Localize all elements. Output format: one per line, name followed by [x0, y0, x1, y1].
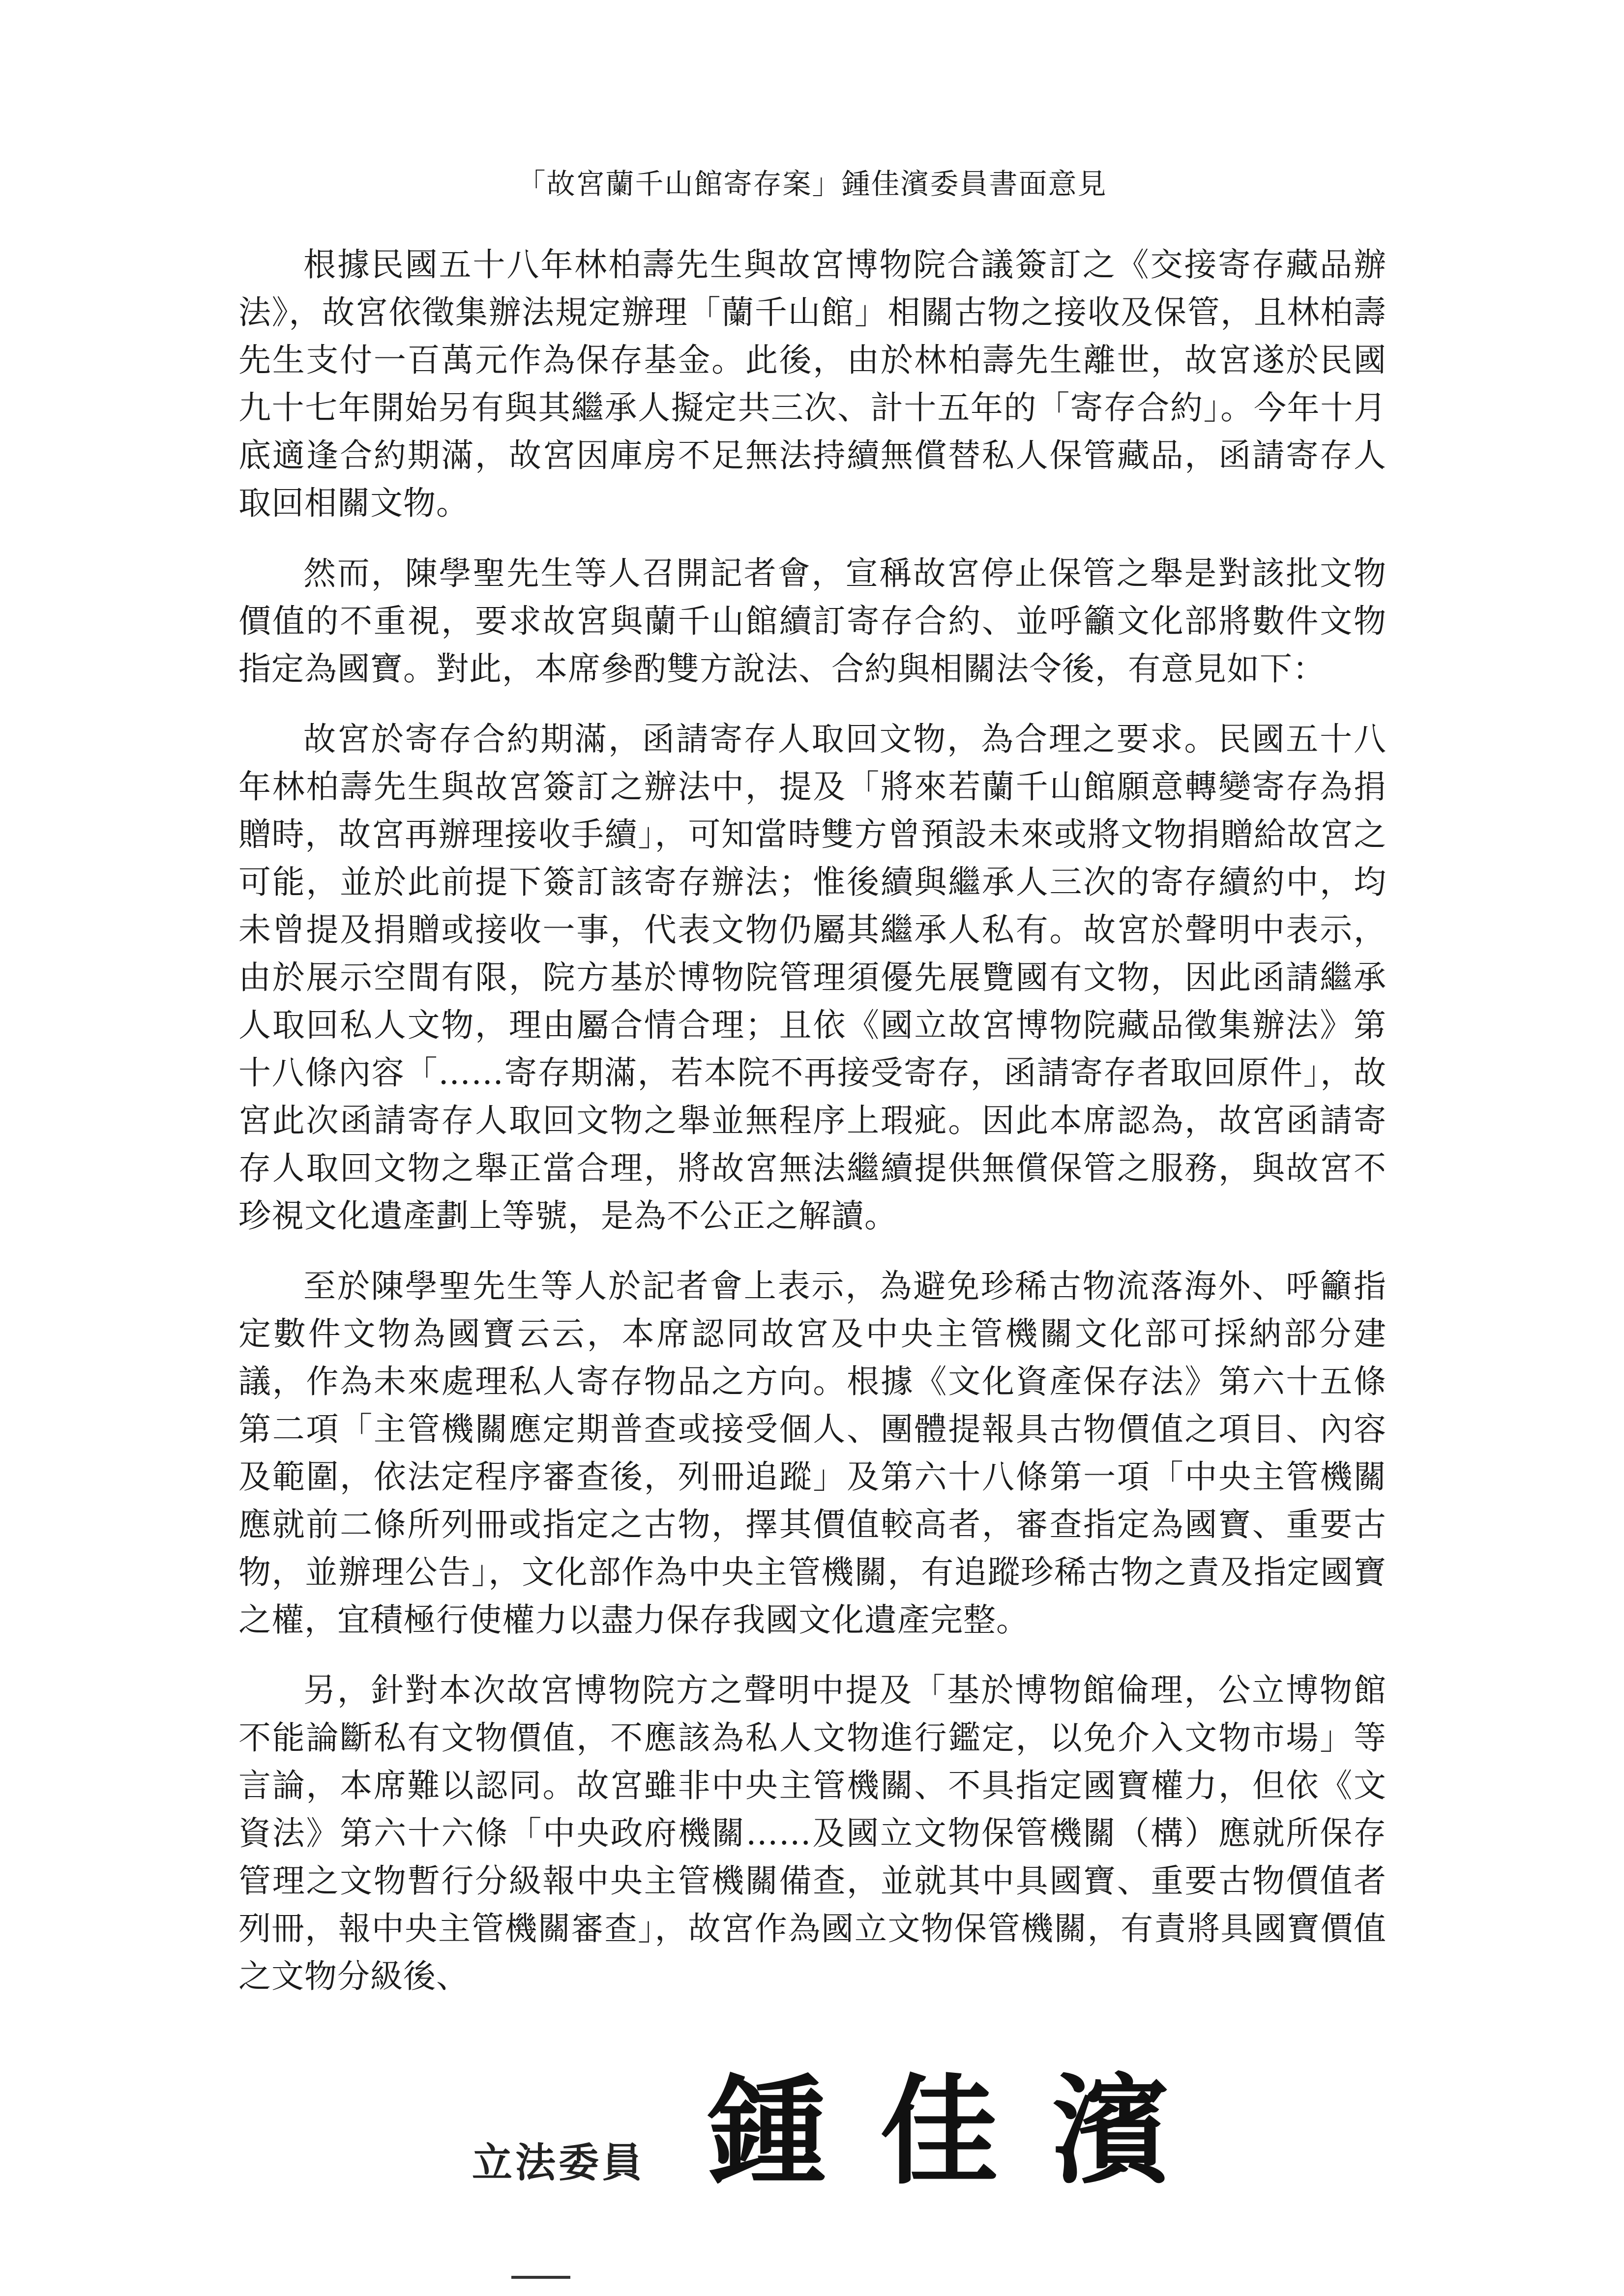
- paragraph-2: 然而，陳學聖先生等人召開記者會，宣稱故宮停止保管之舉是對該批文物價值的不重視，要求故宮與蘭千山館續訂寄存合約、並呼籲文化部將數件文物指定為國寶。對此，本席參酌雙方說法、合約與相關法令後，有意見如下：: [238, 554, 1387, 688]
- paragraph-1: 根據民國五十八年林柏壽先生與故宮博物院合議簽訂之《交接寄存藏品辦法》，故宮依徵集辦法規定辦理「蘭千山館」相關古物之接收及保管，且林柏壽先生支付一百萬元作為保存基金。此後，由於林柏壽先生離世，故宮遂於民國九十七年開始另有與其繼承人擬定共三次、計十五年的「寄存合約」。今年十月底適逢合約期滿，故宮因庫房不足無法持續無償替私人保管藏品，函請寄存人取回相關文物。: [238, 246, 1387, 522]
- signature-stamp: [0, 2062, 1624, 2256]
- signature-underline: [511, 2276, 570, 2279]
- document-title: 「故宮蘭千山館寄存案」鍾佳濱委員書面意見: [517, 167, 1107, 201]
- paragraph-3: 故宮於寄存合約期滿，函請寄存人取回文物，為合理之要求。民國五十八年林柏壽先生與故宮簽訂之辦法中，提及「將來若蘭千山館願意轉變寄存為捐贈時，故宮再辦理接收手續」，可知當時雙方曾預設未來或將文物捐贈給故宮之可能，並於此前提下簽訂該寄存辦法；惟後續與繼承人三次的寄存續約中，均未曾提及捐贈或接收一事，代表文物仍屬其繼承人私有。故宮於聲明中表示，由於展示空間有限，院方基於博物院管理須優先展覽國有文物，因此函請繼承人取回私人文物，理由屬合情合理；且依《國立故宮博物院藏品徵集辦法》第十八條內容「……寄存期滿，若本院不再接受寄存，函請寄存者取回原件」，故宮此次函請寄存人取回文物之舉並無程序上瑕疵。因此本席認為，故宮函請寄存人取回文物之舉正當合理，將故宮無法繼續提供無償保管之服務，與故宮不珍視文化遺產劃上等號，是為不公正之解讀。: [238, 720, 1387, 1235]
- paragraph-5: 另，針對本次故宮博物院方之聲明中提及「基於博物館倫理，公立博物館不能論斷私有文物價值，不應該為私人文物進行鑑定，以免介入文物市場」等言論，本席難以認同。故宮雖非中央主管機關、不具指定國寶權力，但依《文資法》第六十六條「中央政府機關……及國立文物保管機關（構）應就所保存管理之文物暫行分級報中央主管機關備查，並就其中具國寶、重要古物價值者列冊，報中央主管機關審查」，故宮作為國立文物保管機關，有責將具國寶價值之文物分級後、: [238, 1671, 1387, 1995]
- paragraph-4: 至於陳學聖先生等人於記者會上表示，為避免珍稀古物流落海外、呼籲指定數件文物為國寶云云，本席認同故宮及中央主管機關文化部可採納部分建議，作為未來處理私人寄存物品之方向。根據《文化資產保存法》第六十五條第二項「主管機關應定期普查或接受個人、團體提報具古物價值之項目、內容及範圍，依法定程序審查後，列冊追蹤」及第六十八條第一項「中央主管機關應就前二條所列冊或指定之古物，擇其價值較高者，審查指定為國寶、重要古物，並辦理公告」，文化部作為中央主管機關，有追蹤珍稀古物之責及指定國寶之權，宜積極行使權力以盡力保存我國文化遺產完整。: [238, 1267, 1387, 1639]
- document-body: [238, 241, 1387, 2023]
- signature-name: 鍾佳濱: [708, 2062, 1224, 2201]
- signature-role: 立法委員: [472, 2139, 646, 2186]
